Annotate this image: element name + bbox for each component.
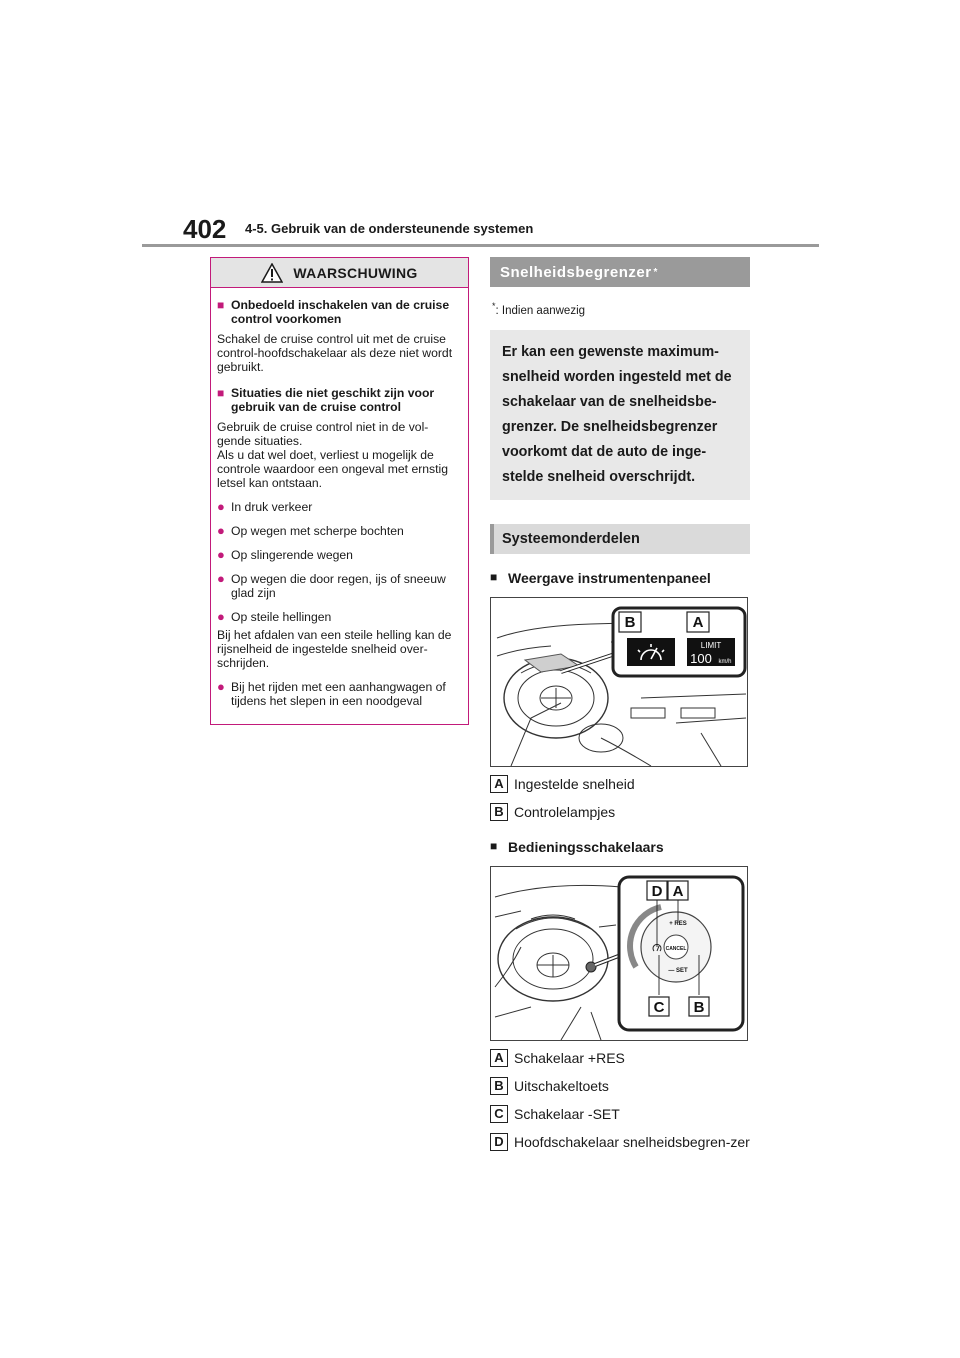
circle-bullet-icon: ● [217, 679, 225, 694]
callout-d [647, 881, 667, 900]
list-item: ● Op wegen die door regen, ijs of sneeuw glad zijn [217, 571, 446, 600]
set-button: — SET [668, 967, 688, 974]
header-divider [142, 244, 819, 247]
legend-item: A Schakelaar +RES [490, 1049, 750, 1069]
circle-bullet-icon: ● [217, 571, 225, 586]
warning-title: WAARSCHUWING [293, 264, 418, 281]
warning-paragraph: Schakel de cruise control uit met de cruise control-hoofdschakelaar als deze niet wordt gebruikt. [217, 332, 453, 374]
square-bullet-icon: ■ [490, 569, 498, 584]
switches-heading: ■ Bedieningsschakelaars [490, 838, 664, 855]
legend-item: A Ingestelde snelheid [490, 775, 750, 795]
limit-label: LIMIT [700, 640, 722, 650]
switches-legend [490, 1049, 750, 1153]
limit-unit: km/h [718, 658, 732, 665]
svg-text:D: D [651, 882, 663, 900]
callout-c [649, 997, 669, 1016]
callout-b [689, 997, 709, 1016]
legend-item: C Schakelaar -SET [490, 1105, 750, 1125]
callout-a [668, 881, 688, 900]
list-item: ● In druk verkeer [217, 499, 313, 514]
chapter-title: 4-5. Gebruik van de ondersteunende systemen [245, 221, 534, 236]
limit-value: 100 [690, 650, 712, 666]
legend-item: D Hoofdschakelaar snelheidsbegren-zer [490, 1133, 750, 1153]
display-legend [490, 775, 750, 823]
circle-bullet-icon: ● [217, 523, 225, 538]
list-item: ● Op wegen met scherpe bochten [217, 523, 404, 538]
legend-item: B Controlelampjes [490, 803, 750, 823]
circle-bullet-icon: ● [217, 547, 225, 562]
summary-box: Er kan een gewenste maximum-snelheid worden ingesteld met de schakelaar van de snelheidsbe-grenzer. De snelheidsbegrenzer voorkomt dat de auto de inge-stelde snelheid overschrijdt. [490, 330, 750, 500]
square-bullet-icon: ■ [217, 298, 225, 312]
warning-heading: ■ Situaties die niet geschikt zijn voor gebruik van de cruise control [217, 386, 435, 414]
svg-text:C: C [653, 998, 665, 1016]
display-heading: ■ Weergave instrumentenpaneel [490, 569, 711, 586]
dashboard-drawing [491, 598, 749, 766]
circle-bullet-icon: ● [217, 609, 225, 624]
switches-illustration [490, 866, 748, 1041]
res-button: + RES [669, 920, 687, 927]
callout-a [687, 612, 709, 632]
svg-text:A: A [692, 613, 704, 631]
svg-text:A: A [672, 882, 684, 900]
cancel-button: CANCEL [665, 945, 687, 952]
right-column [490, 257, 750, 1153]
warning-note: Bij het afdalen van een steile helling kan de rijsnelheid de ingestelde snelheid over-schrijden. [217, 628, 452, 670]
page-number: 402 [183, 214, 227, 244]
steering-switch-drawing [491, 867, 749, 1040]
svg-text:B: B [693, 998, 705, 1016]
list-item: ● Bij het rijden met een aanhangwagen of tijdens het slepen in een noodgeval [217, 679, 446, 708]
footnote: *: Indien aanwezig [492, 301, 586, 317]
list-item: ● Op slingerende wegen [217, 547, 353, 562]
circle-bullet-icon: ● [217, 499, 225, 514]
legend-item: B Uitschakeltoets [490, 1077, 750, 1097]
list-item: ● Op steile hellingen [217, 609, 332, 624]
warning-triangle-icon [261, 263, 283, 283]
subsection-heading: Systeemonderdelen [490, 524, 750, 554]
svg-text:B: B [624, 613, 636, 631]
warning-box [210, 257, 469, 725]
section-heading: Snelheidsbegrenzer * [490, 257, 750, 287]
warning-heading: ■ Onbedoeld inschakelen van de cruise control voorkomen [217, 298, 450, 326]
callout-b [619, 612, 641, 632]
warning-header [211, 258, 468, 288]
square-bullet-icon: ■ [217, 386, 225, 400]
warning-paragraph: Gebruik de cruise control niet in de vol- gende situaties. Als u dat wel doet, verliest u mogelijk de controle waardoor een ongeval met ernstig letsel kan ontstaan. [217, 420, 449, 490]
instrument-panel-illustration [490, 597, 748, 767]
square-bullet-icon: ■ [490, 838, 498, 853]
